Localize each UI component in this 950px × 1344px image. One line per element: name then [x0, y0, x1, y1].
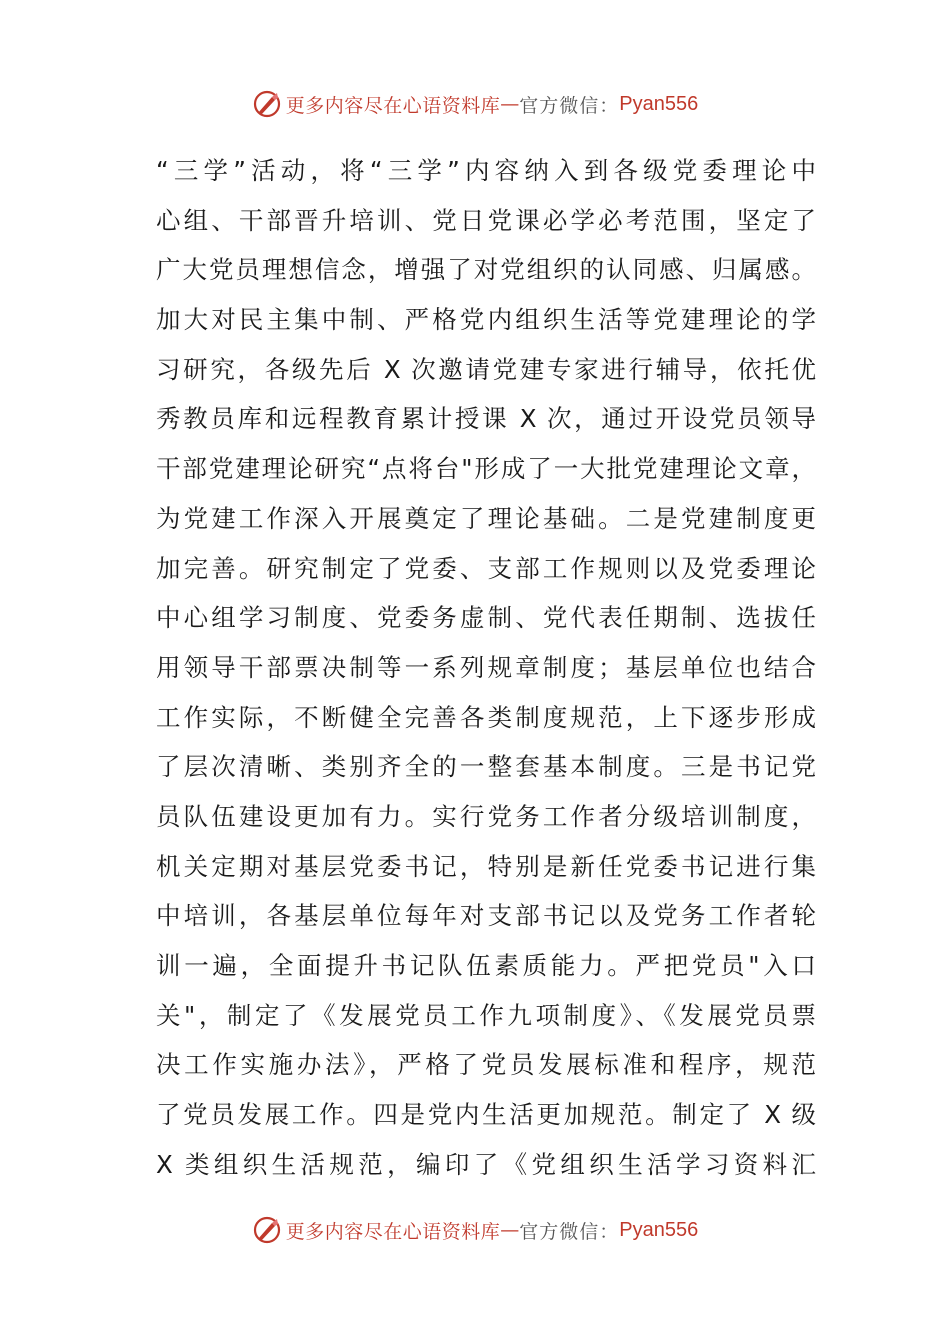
body-line: 决工作实施办法》，严格了党员发展标准和程序，规范 [156, 1050, 816, 1080]
promo-text: 更多内容尽在心语资料库 [285, 1220, 501, 1243]
body-line: 加大对民主集中制、严格党内组织生活等党建理论的学 [156, 305, 816, 335]
promo-text: 更多内容尽在心语资料库 [285, 94, 501, 117]
document-body [156, 146, 816, 1189]
body-line: 广大党员理想信念，增强了对党组织的认同感、归属感。 [156, 255, 816, 285]
body-line: “三学”活动，将“三学”内容纳入到各级党委理论中 [156, 156, 816, 185]
body-line: 干部党建理论研究“点将台"形成了一大批党建理论文章， [156, 454, 816, 484]
body-line: 员队伍建设更加有力。实行党务工作者分级培训制度， [156, 801, 816, 831]
wechat-label: 官方微信： [519, 94, 620, 117]
body-line: 工作实际，不断健全完善各类制度规范，上下逐步形成 [156, 702, 816, 732]
body-line: 加完善。研究制定了党委、支部工作规则以及党委理论 [156, 553, 816, 583]
body-line: 秀教员库和远程教育累计授课 X 次，通过开设党员领导 [156, 404, 816, 434]
footer-banner [0, 1212, 950, 1248]
body-line: 了党员发展工作。四是党内生活更加规范。制定了 X 级 [156, 1100, 816, 1130]
body-line: 习研究，各级先后 X 次邀请党建专家进行辅导，依托优 [156, 354, 816, 384]
quill-logo-icon [252, 1215, 282, 1245]
header-banner [0, 86, 950, 122]
quill-logo-icon [252, 89, 282, 119]
body-line: 了层次清晰、类别齐全的一整套基本制度。三是书记党 [156, 752, 816, 782]
body-line: 用领导干部票决制等一系列规章制度；基层单位也结合 [156, 652, 816, 682]
body-line: 机关定期对基层党委书记，特别是新任党委书记进行集 [156, 851, 816, 881]
body-line: 中心组学习制度、党委务虚制、党代表任期制、选拔任 [156, 603, 816, 633]
banner-dash: — [500, 1219, 520, 1241]
body-line: 关"，制定了《发展党员工作九项制度》、《发展党员票 [156, 1000, 816, 1030]
wechat-id: Pyan556 [619, 1218, 699, 1241]
body-line: X 类组织生活规范，编印了《党组织生活学习资料汇 [156, 1149, 816, 1179]
wechat-label: 官方微信： [519, 1220, 620, 1243]
banner-dash: — [500, 93, 520, 115]
wechat-id: Pyan556 [619, 92, 699, 115]
body-line: 中培训，各基层单位每年对支部书记以及党务工作者轮 [156, 901, 816, 931]
body-line: 为党建工作深入开展奠定了理论基础。二是党建制度更 [156, 503, 816, 533]
body-line: 训一遍，全面提升书记队伍素质能力。严把党员"入口 [156, 951, 816, 980]
body-line: 心组、干部晋升培训、党日党课必学必考范围，坚定了 [156, 205, 816, 235]
